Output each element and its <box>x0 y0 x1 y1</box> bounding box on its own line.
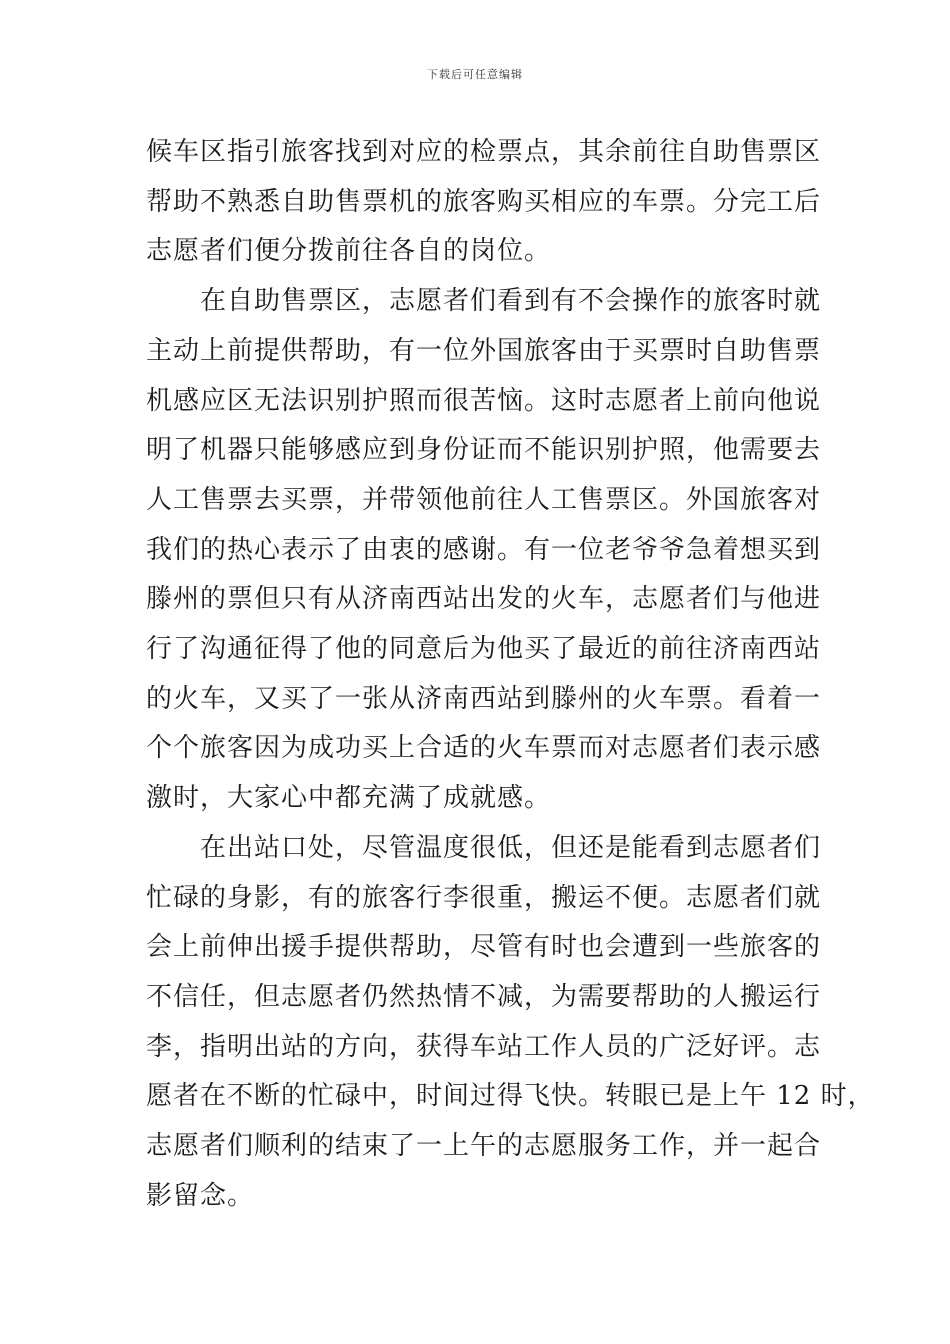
text-line: 愿者在不断的忙碌中，时间过得飞快。转眼已是上午 12 时， <box>146 1081 875 1112</box>
text-line: 帮助不熟悉自助售票机的旅客购买相应的车票。分完工后 <box>146 186 822 217</box>
text-line: 李，指明出站的方向，获得车站工作人员的广泛好评。志 <box>146 1031 822 1062</box>
text-line: 人工售票去买票，并带领他前往人工售票区。外国旅客对 <box>146 484 822 515</box>
text-line: 忙碌的身影，有的旅客行李很重，搬运不便。志愿者们就 <box>146 882 822 913</box>
text-line: 志愿者们便分拨前往各自的岗位。 <box>146 236 552 267</box>
text-line: 不信任，但志愿者仍然热情不减，为需要帮助的人搬运行 <box>146 981 822 1012</box>
text-line: 主动上前提供帮助，有一位外国旅客由于买票时自助售票 <box>146 335 822 366</box>
text-line: 候车区指引旅客找到对应的检票点，其余前往自助售票区 <box>146 137 822 167</box>
text-line: 在出站口处，尽管温度很低，但还是能看到志愿者们 <box>146 832 822 863</box>
document-body <box>146 128 875 1221</box>
text-line: 滕州的票但只有从济南西站出发的火车，志愿者们与他进 <box>146 584 822 615</box>
text-line: 激时，大家心中都充满了成就感。 <box>146 783 552 814</box>
text-line: 志愿者们顺利的结束了一上午的志愿服务工作，并一起合 <box>146 1131 822 1162</box>
text-line: 在自助售票区，志愿者们看到有不会操作的旅客时就 <box>146 286 822 317</box>
text-line: 明了机器只能够感应到身份证而不能识别护照，他需要去 <box>146 435 822 466</box>
page-header: 下载后可任意编辑 <box>427 68 523 81</box>
text-line: 我们的热心表示了由衷的感谢。有一位老爷爷急着想买到 <box>146 534 822 565</box>
text-line: 会上前伸出援手提供帮助，尽管有时也会遭到一些旅客的 <box>146 932 822 963</box>
text-line: 影留念。 <box>146 1180 255 1211</box>
text-line: 行了沟通征得了他的同意后为他买了最近的前往济南西站 <box>146 634 822 665</box>
text-line: 机感应区无法识别护照而很苦恼。这时志愿者上前向他说 <box>146 385 822 416</box>
text-line: 个个旅客因为成功买上合适的火车票而对志愿者们表示感 <box>146 733 822 764</box>
text-line: 的火车，又买了一张从济南西站到滕州的火车票。看着一 <box>146 683 822 714</box>
